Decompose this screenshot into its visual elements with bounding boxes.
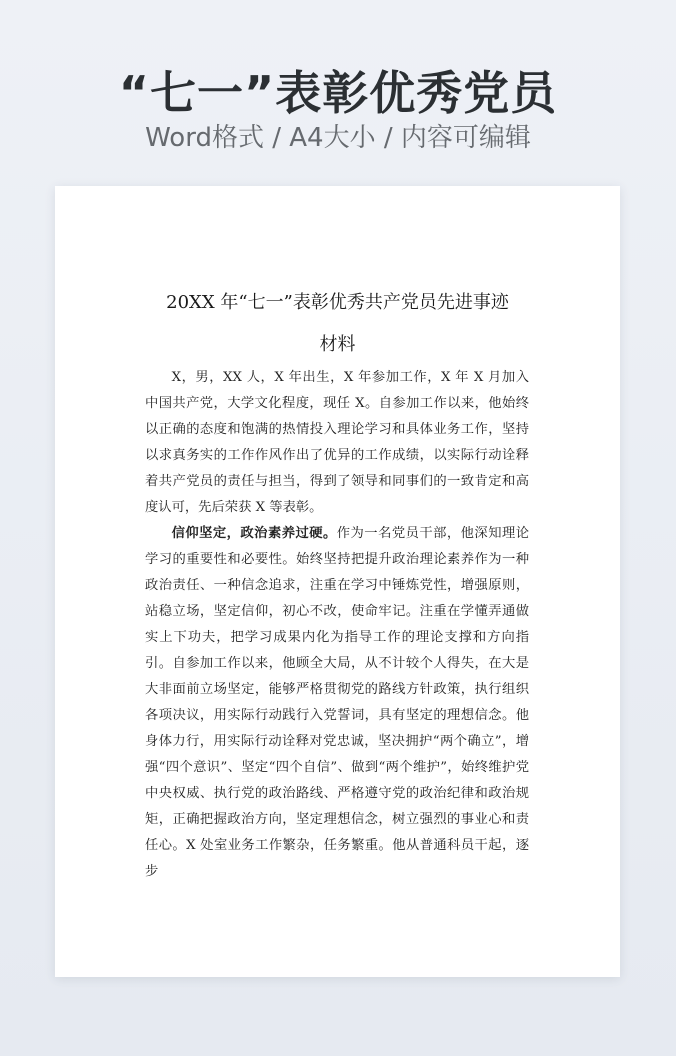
document-title-line-2: 材料 [319, 334, 356, 355]
document-title [55, 282, 620, 366]
paragraph-political-body: 作为一名党员干部，他深知理论学习的重要性和必要性。始终坚持把提升政治理论素养作为一种政治责任、一种信念追求，注重在学习中锤炼党性，增强原则，站稳立场，坚定信仰，初心不改，使命牢记。注重在学懂弄通做实上下功夫，把学习成果内化为指导工作的理论支撑和方向指引。自参加工作以来，他顾全大局，从不计较个人得失，在大是大非面前立场坚定，能够严格贯彻党的路线方针政策，执行组织各项决议，用实际行动践行入党誓词，具有坚定的理想信念。他身体力行，用实际行动诠释对党忠诚，坚决拥护“两个确立”，增强“四个意识”、坚定“四个自信”、做到“两个维护”，始终维护党中央权威、执行党的政治路线、严格遵守党的政治纪律和政治规矩，正确把握政治方向，坚定理想信念，树立强烈的事业心和责任心。X 处室业务工作繁杂，任务繁重。他从普通科员干起，逐步 [145, 526, 530, 879]
banner-title: “七一”表彰优秀党员 [118, 66, 558, 120]
paragraph-intro: X，男，XX 人，X 年出生，X 年参加工作，X 年 X 月加入中国共产党，大学文化程度，现任 X。自参加工作以来，他始终以正确的态度和饱满的热情投入理论学习和具体业务工作，坚持以求真务实的工作作风作出了优异的工作成绩，以实际行动诠释着共产党员的责任与担当，得到了领导和同事们的一致肯定和高度认可，先后荣获 X 等表彰。 [145, 370, 529, 515]
paragraph-political [145, 521, 529, 885]
paragraph-lead-heading: 信仰坚定，政治素养过硬。 [171, 526, 337, 541]
document-body [145, 365, 529, 885]
document-title-line-1: 20XX 年“七一”表彰优秀共产党员先进事迹 [166, 292, 509, 313]
banner-subtitle: Word格式 / A4大小 / 内容可编辑 [145, 123, 531, 153]
document-page [55, 186, 620, 977]
